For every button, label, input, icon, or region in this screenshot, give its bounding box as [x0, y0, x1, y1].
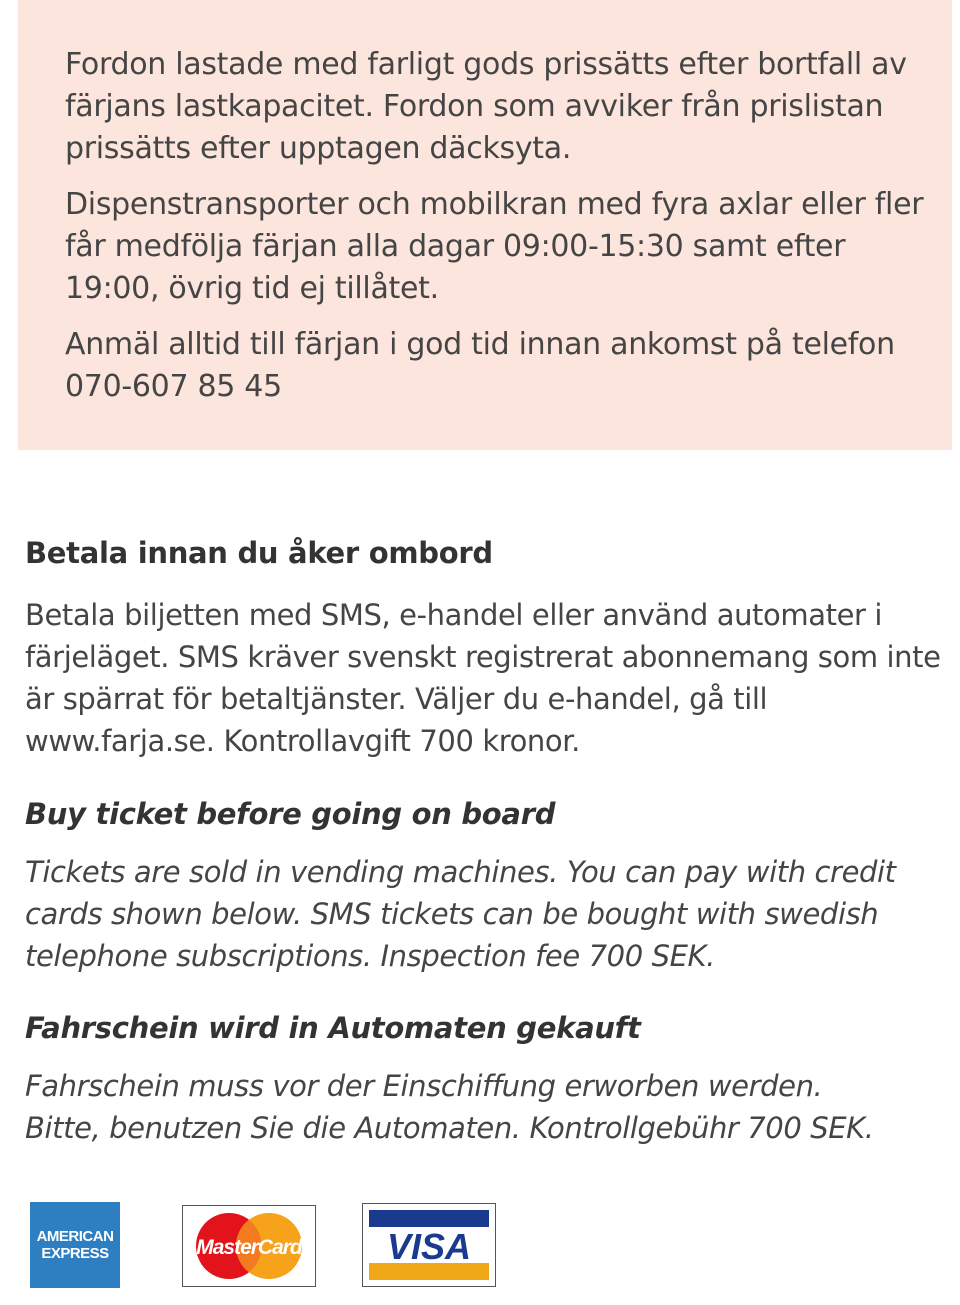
german-section-line-1: Fahrschein muss vor der Einschiffung erworben werden. [25, 1069, 823, 1103]
info-paragraph-dispensation: Dispenstransporter och mobilkran med fyra axlar eller fler får medfölja färjan alla dagar 09:00-15:30 samt efter 19:00, övrig tid ej tillåtet. [65, 187, 924, 306]
amex-logo-text-line-1: AMERICAN [36, 1228, 114, 1245]
mastercard-circles-icon [183, 1206, 315, 1286]
amex-logo-text-line-2: EXPRESS [41, 1245, 109, 1262]
info-paragraph-phone: Anmäl alltid till färjan i god tid innan ankomst på telefon 070-607 85 45 [65, 327, 895, 404]
german-section-line-2: Bitte, benutzen Sie die Automaten. Kontrollgebühr 700 SEK. [25, 1111, 874, 1145]
visa-logo [362, 1203, 496, 1287]
american-express-logo [30, 1202, 120, 1288]
swedish-section-body: Betala biljetten med SMS, e-handel eller använd automater i färjeläget. SMS kräver svenskt registrerat abonnemang som inte är spärrat för betaltjänster. Väljer du e-handel, gå till www.farja.se. Kontrollavgift 700 kronor. [25, 598, 941, 758]
info-paragraph-dangerous-goods: Fordon lastade med farligt gods prissätts efter bortfall av färjans lastkapacitet. Fordon som avviker från prislistan prissätts efter upptagen däcksyta. [65, 47, 907, 166]
mastercard-logo [182, 1205, 316, 1287]
visa-card-icon [363, 1204, 495, 1286]
swedish-section-title: Betala innan du åker ombord [25, 536, 493, 570]
mastercard-logo-text: MasterCard [196, 1236, 302, 1259]
german-section-title: Fahrschein wird in Automaten gekauft [25, 1011, 641, 1045]
info-box [18, 0, 952, 450]
english-section-title: Buy ticket before going on board [25, 797, 556, 831]
visa-logo-text: VISA [386, 1226, 472, 1267]
english-section-body: Tickets are sold in vending machines. You can pay with credit cards shown below. SMS tickets can be bought with swedish telephone subscriptions. Inspection fee 700 SEK. [25, 855, 896, 973]
